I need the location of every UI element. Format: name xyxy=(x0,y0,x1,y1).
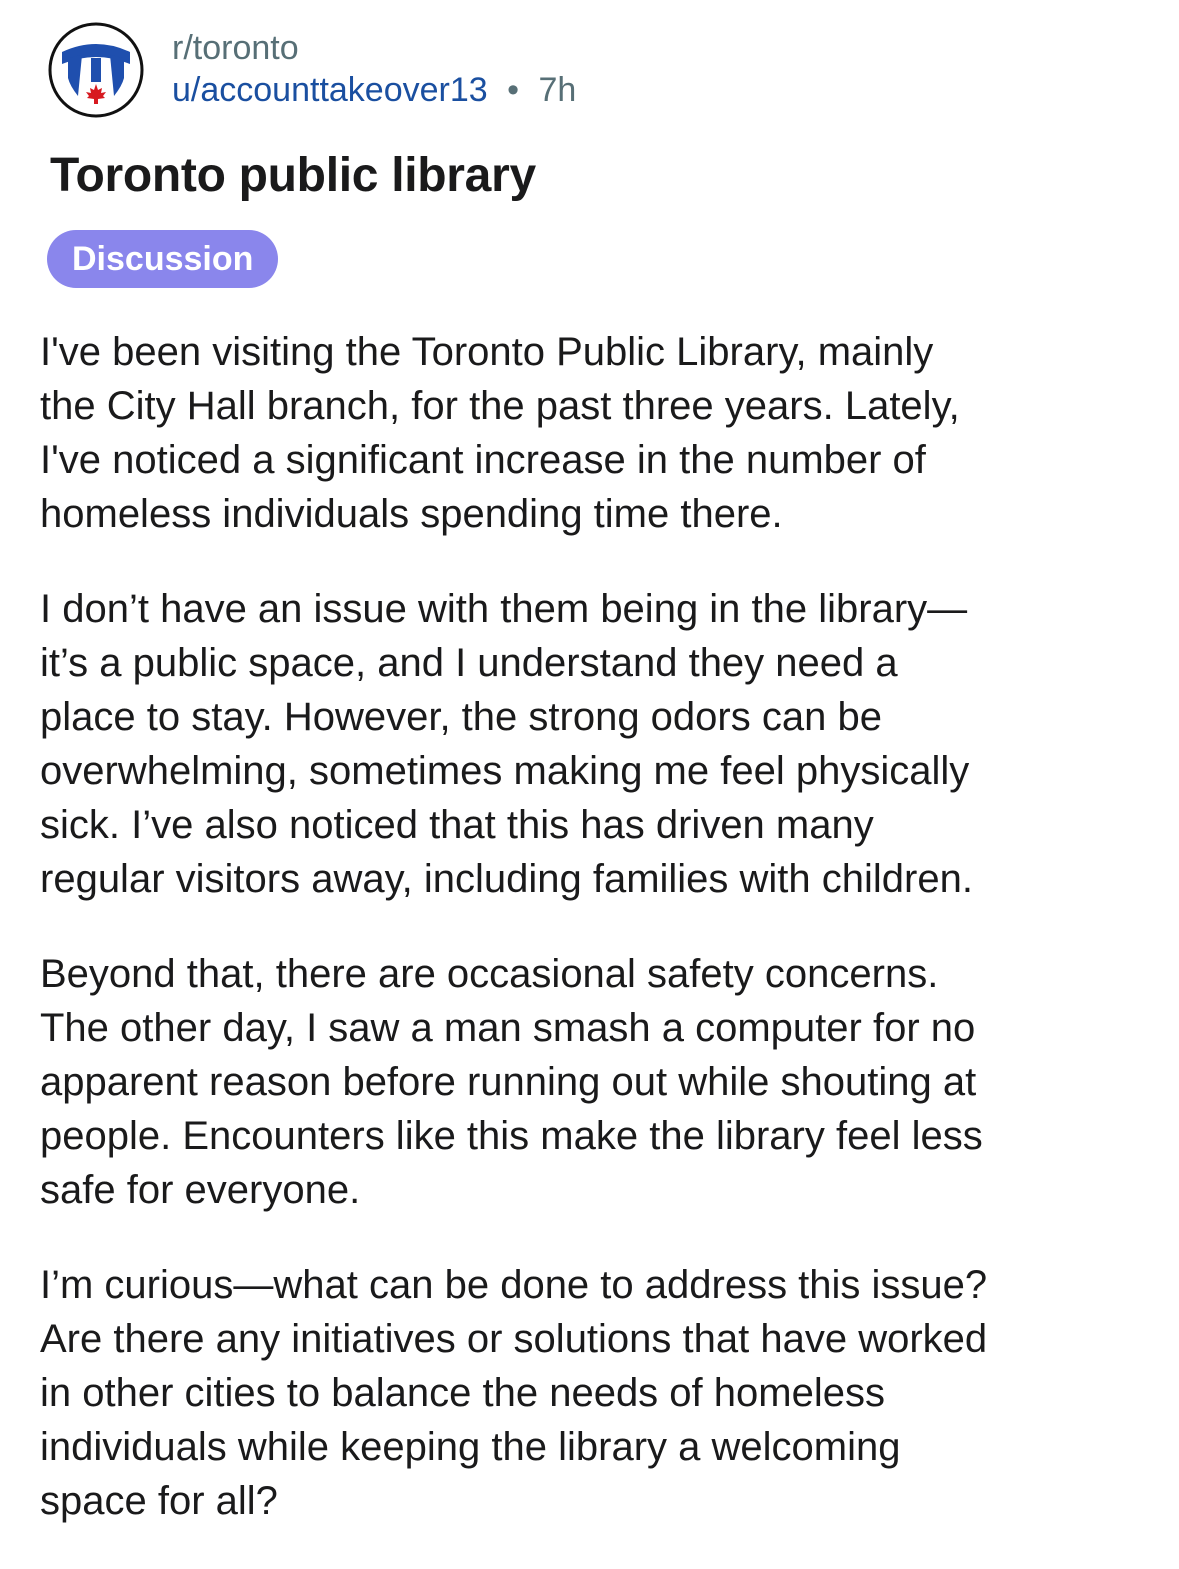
post-meta xyxy=(172,28,576,112)
flair-badge[interactable]: Discussion xyxy=(47,230,278,288)
body-line: regular visitors away, including families with children. xyxy=(40,857,973,901)
paragraph xyxy=(40,582,1160,906)
body-line: place to stay. However, the strong odors can be xyxy=(40,695,882,739)
separator-dot: • xyxy=(507,71,520,109)
post-header xyxy=(48,22,1128,122)
author-link[interactable]: u/accounttakeover13 xyxy=(172,71,488,109)
body-line: in other cities to balance the needs of homeless xyxy=(40,1371,885,1415)
body-line: I’m curious—what can be done to address this issue? xyxy=(40,1263,988,1307)
body-line: I've been visiting the Toronto Public Library, mainly xyxy=(40,330,934,374)
body-line: apparent reason before running out while shouting at xyxy=(40,1060,977,1104)
body-line: space for all? xyxy=(40,1479,278,1523)
byline xyxy=(172,68,576,112)
body-line: the City Hall branch, for the past three years. Lately, xyxy=(40,384,960,428)
subreddit-avatar-icon[interactable] xyxy=(48,22,144,118)
body-line: safe for everyone. xyxy=(40,1168,361,1212)
body-line: homeless individuals spending time there. xyxy=(40,492,783,536)
post-time: 7h xyxy=(538,71,577,109)
body-line: individuals while keeping the library a welcoming xyxy=(40,1425,901,1469)
paragraph xyxy=(40,325,1160,541)
body-line: overwhelming, sometimes making me feel physically xyxy=(40,749,970,793)
body-line: it’s a public space, and I understand they need a xyxy=(40,641,898,685)
body-line: I've noticed a significant increase in the number of xyxy=(40,438,926,482)
body-line: people. Encounters like this make the library feel less xyxy=(40,1114,983,1158)
body-line: I don’t have an issue with them being in the library— xyxy=(40,587,968,631)
paragraph xyxy=(40,1258,1160,1528)
post-title[interactable]: Toronto public library xyxy=(50,149,536,202)
body-line: Beyond that, there are occasional safety concerns. xyxy=(40,952,939,996)
paragraph xyxy=(40,947,1160,1217)
body-line: sick. I’ve also noticed that this has driven many xyxy=(40,803,874,847)
body-line: The other day, I saw a man smash a computer for no xyxy=(40,1006,976,1050)
subreddit-name[interactable]: r/toronto xyxy=(172,29,299,67)
post-body xyxy=(40,325,1160,1569)
body-line: Are there any initiatives or solutions that have worked xyxy=(40,1317,988,1361)
